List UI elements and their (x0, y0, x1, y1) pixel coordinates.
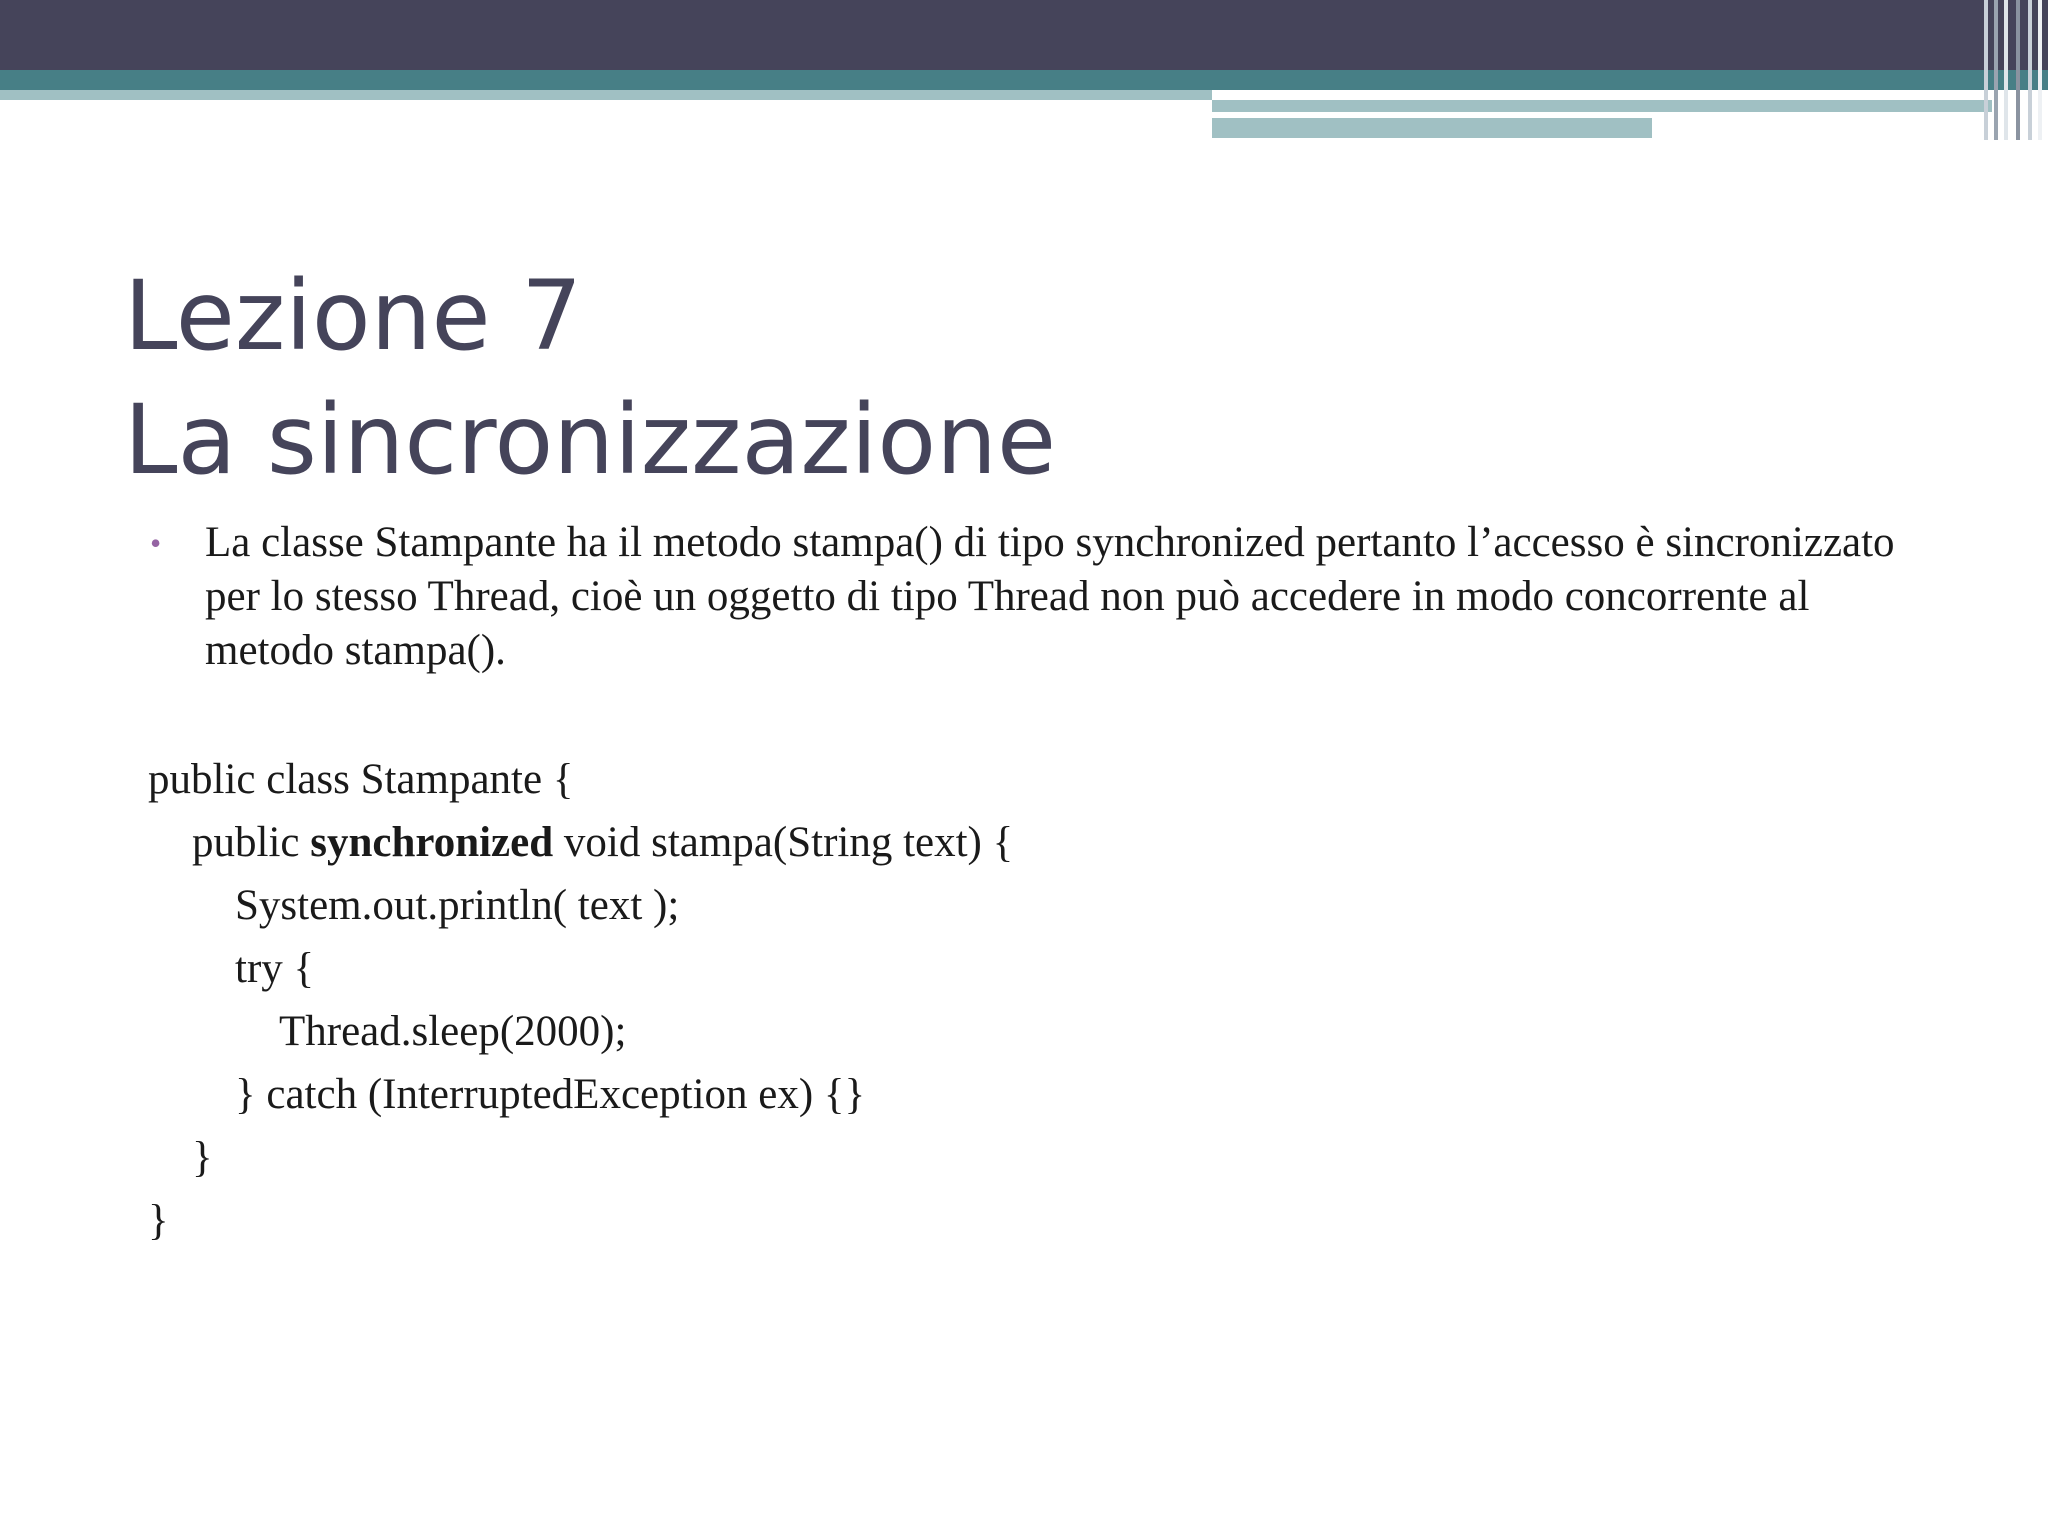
header-band-teal (0, 70, 2048, 90)
code-line: try { (235, 945, 315, 992)
header-band-light-right-lower (1212, 118, 1652, 138)
header-edge-stripes (1980, 0, 2048, 140)
code-segment: void stampa(String text) { (553, 819, 1014, 866)
code-line: public class Stampante { (148, 756, 574, 803)
code-line: Thread.sleep(2000); (279, 1008, 627, 1055)
bullet-dot-icon: • (150, 525, 162, 561)
header-band-dark (0, 0, 2048, 70)
code-line: System.out.println( text ); (235, 882, 680, 929)
header-band-light-left (0, 90, 1212, 100)
header-band-light-right (1212, 100, 1992, 112)
slide-title-line-2: La sincronizzazione (124, 384, 1057, 496)
code-line (148, 811, 1013, 874)
bullet-list (148, 516, 1908, 678)
bullet-item (148, 516, 1908, 678)
code-block (148, 748, 1013, 1252)
code-line: } (148, 1197, 169, 1244)
code-segment: public (192, 819, 311, 866)
code-keyword-synchronized: synchronized (310, 819, 554, 866)
code-line: } (192, 1134, 213, 1181)
bullet-text: La classe Stampante ha il metodo stampa() di tipo synchronized pertanto l’accesso è sincronizzato per lo stesso Thread, cioè un oggetto di tipo Thread non può accedere in modo concorrente al metodo stampa(). (205, 519, 1895, 674)
slide-title (124, 254, 1056, 502)
slide-title-line-1: Lezione 7 (124, 260, 583, 372)
code-line: } catch (InterruptedException ex) {} (235, 1071, 866, 1118)
